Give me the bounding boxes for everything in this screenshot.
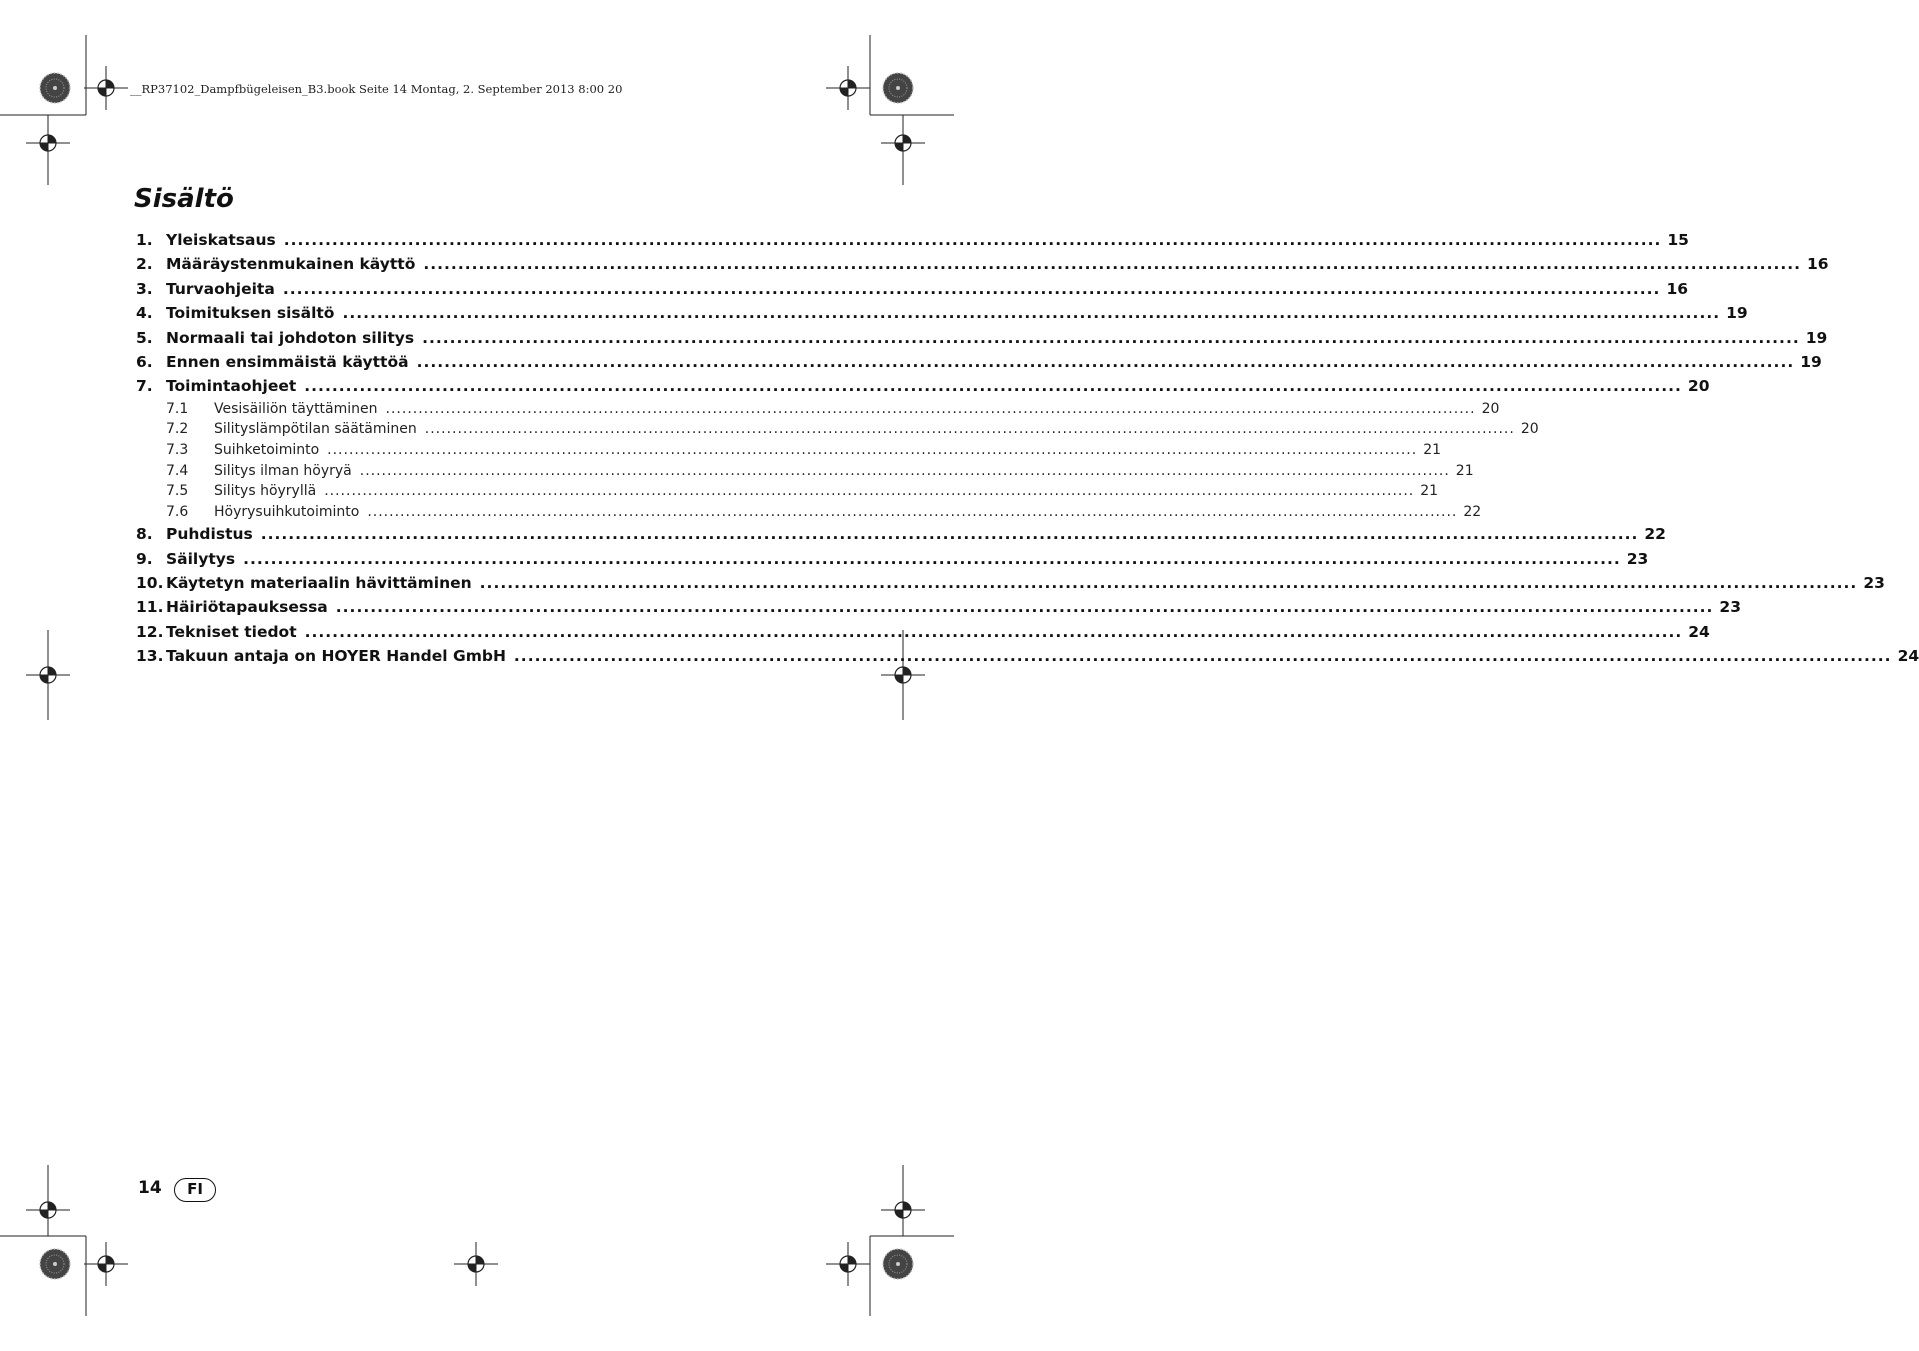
toc-entry-page: 24 [1897,647,1919,666]
toc-entry-number: 7.3 [166,441,189,458]
toc-leader-dots: ........................................................................................................................................................................................................ [324,483,1415,500]
toc-entry-number: 7.2 [166,421,189,438]
toc-leader-dots: ........................................................................................................................................................................................................ [513,647,1892,666]
toc-leader-dots: ........................................................................................................................................................................................................ [260,525,1639,544]
toc-leader-dots: ........................................................................................................................................................................................................ [327,441,1418,458]
toc-entry-page: 23 [1626,549,1649,568]
toc-entry-label: Silityslämpötilan säätäminen [214,421,417,438]
toc-leader-dots: ........................................................................................................................................................................................................ [424,421,1515,438]
toc-entry-label: Turvaohjeita [166,279,275,298]
toc-entry-number: 13. [136,647,164,666]
page-title: Sisältö [134,184,234,214]
toc-entry [136,350,1822,374]
toc-leader-dots: ........................................................................................................................................................................................................ [335,598,1714,617]
toc-entry-number: 12. [136,622,164,641]
toc-entry-number: 4. [136,304,153,323]
toc-entry-page: 16 [1666,279,1689,298]
toc-entry-label: Suihketoiminto [214,441,320,458]
toc-entry-number: 11. [136,598,164,617]
toc-entry-page: 21 [1455,462,1474,479]
toc-entry-page: 23 [1863,574,1885,593]
toc-entry [136,419,1539,440]
toc-entry [136,644,1919,668]
toc-entry-page: 21 [1420,483,1439,500]
toc-entry [136,522,1666,546]
toc-entry-label: Häiriötapauksessa [166,598,328,617]
toc-entry [136,571,1885,595]
toc-entry [136,502,1482,523]
toc-entry [136,277,1689,301]
toc-entry-page: 19 [1805,328,1828,347]
toc-leader-dots: ........................................................................................................................................................................................................ [283,231,1662,249]
print-header-info: __RP37102_Dampfbügeleisen_B3.book Seite 14 Montag, 2. September 2013 8:00 20 [130,82,623,96]
table-of-contents [136,228,1919,669]
toc-leader-dots: ........................................................................................................................................................................................................ [416,352,1795,371]
toc-entry [136,252,1829,276]
toc-entry-number: 7.4 [166,462,189,479]
toc-entry [136,228,1689,252]
toc-entry-page: 20 [1687,377,1710,396]
toc-entry [136,326,1828,350]
toc-leader-dots: ........................................................................................................................................................................................................ [423,255,1802,274]
toc-entry-label: Käytetyn materiaalin hävittäminen [166,574,472,593]
toc-entry-number: 1. [136,231,153,249]
toc-entry-number: 7.6 [166,503,189,520]
toc-entry [136,547,1649,571]
toc-entry-page: 22 [1463,503,1482,520]
toc-entry-page: 16 [1807,255,1829,274]
toc-entry-page: 19 [1726,304,1748,323]
toc-entry-label: Puhdistus [166,525,253,544]
toc-entry-label: Höyrysuihkutoiminto [214,503,360,520]
toc-entry-page: 21 [1423,441,1442,458]
toc-entry [136,481,1439,502]
toc-entry-page: 15 [1667,231,1689,249]
toc-entry-page: 22 [1644,525,1666,544]
toc-entry-label: Toimituksen sisältö [166,304,335,323]
toc-entry-label: Silitys ilman höyryä [214,462,352,479]
toc-leader-dots: ........................................................................................................................................................................................................ [282,279,1661,298]
toc-entry-number: 2. [136,255,153,274]
toc-entry [136,620,1710,644]
toc-entry-label: Määräystenmukainen käyttö [166,255,416,274]
toc-entry-number: 7. [136,377,153,396]
toc-entry-number: 9. [136,549,153,568]
toc-leader-dots: ........................................................................................................................................................................................................ [304,377,1682,396]
toc-entry-label: Silitys höyryllä [214,483,317,500]
toc-leader-dots: ........................................................................................................................................................................................................ [422,328,1800,347]
language-badge: FI [174,1178,216,1202]
toc-entry-label: Takuun antaja on HOYER Handel GmbH [166,647,506,666]
toc-entry-label: Ennen ensimmäistä käyttöä [166,352,409,371]
toc-leader-dots: ........................................................................................................................................................................................................ [304,622,1683,641]
toc-entry [136,461,1474,482]
toc-leader-dots: ........................................................................................................................................................................................................ [479,574,1858,593]
toc-entry-label: Normaali tai johdoton silitys [166,328,415,347]
toc-entry-label: Tekniset tiedot [166,622,297,641]
toc-entry-label: Toimintaohjeet [166,377,297,396]
page-number: 14 [138,1178,162,1198]
toc-entry [136,399,1500,420]
toc-entry-number: 5. [136,328,153,347]
toc-entry-page: 20 [1520,421,1539,438]
toc-entry-page: 19 [1800,352,1822,371]
toc-entry [136,595,1741,619]
toc-entry-number: 6. [136,352,153,371]
toc-leader-dots: ........................................................................................................................................................................................................ [367,503,1458,520]
toc-entry-label: Yleiskatsaus [166,231,276,249]
toc-entry-number: 10. [136,574,164,593]
toc-entry-number: 7.1 [166,400,189,417]
toc-entry [136,301,1748,325]
toc-entry-number: 8. [136,525,153,544]
toc-entry-page: 24 [1688,622,1710,641]
toc-entry-label: Vesisäiliön täyttäminen [214,400,378,417]
toc-entry [136,374,1710,398]
toc-leader-dots: ........................................................................................................................................................................................................ [385,400,1476,417]
toc-entry-number: 3. [136,279,153,298]
toc-leader-dots: ........................................................................................................................................................................................................ [243,549,1621,568]
toc-leader-dots: ........................................................................................................................................................................................................ [359,462,1450,479]
toc-entry-label: Säilytys [166,549,236,568]
toc-entry-page: 23 [1719,598,1741,617]
toc-entry [136,440,1442,461]
toc-leader-dots: ........................................................................................................................................................................................................ [342,304,1721,323]
toc-entry-number: 7.5 [166,483,189,500]
toc-entry-page: 20 [1481,400,1500,417]
